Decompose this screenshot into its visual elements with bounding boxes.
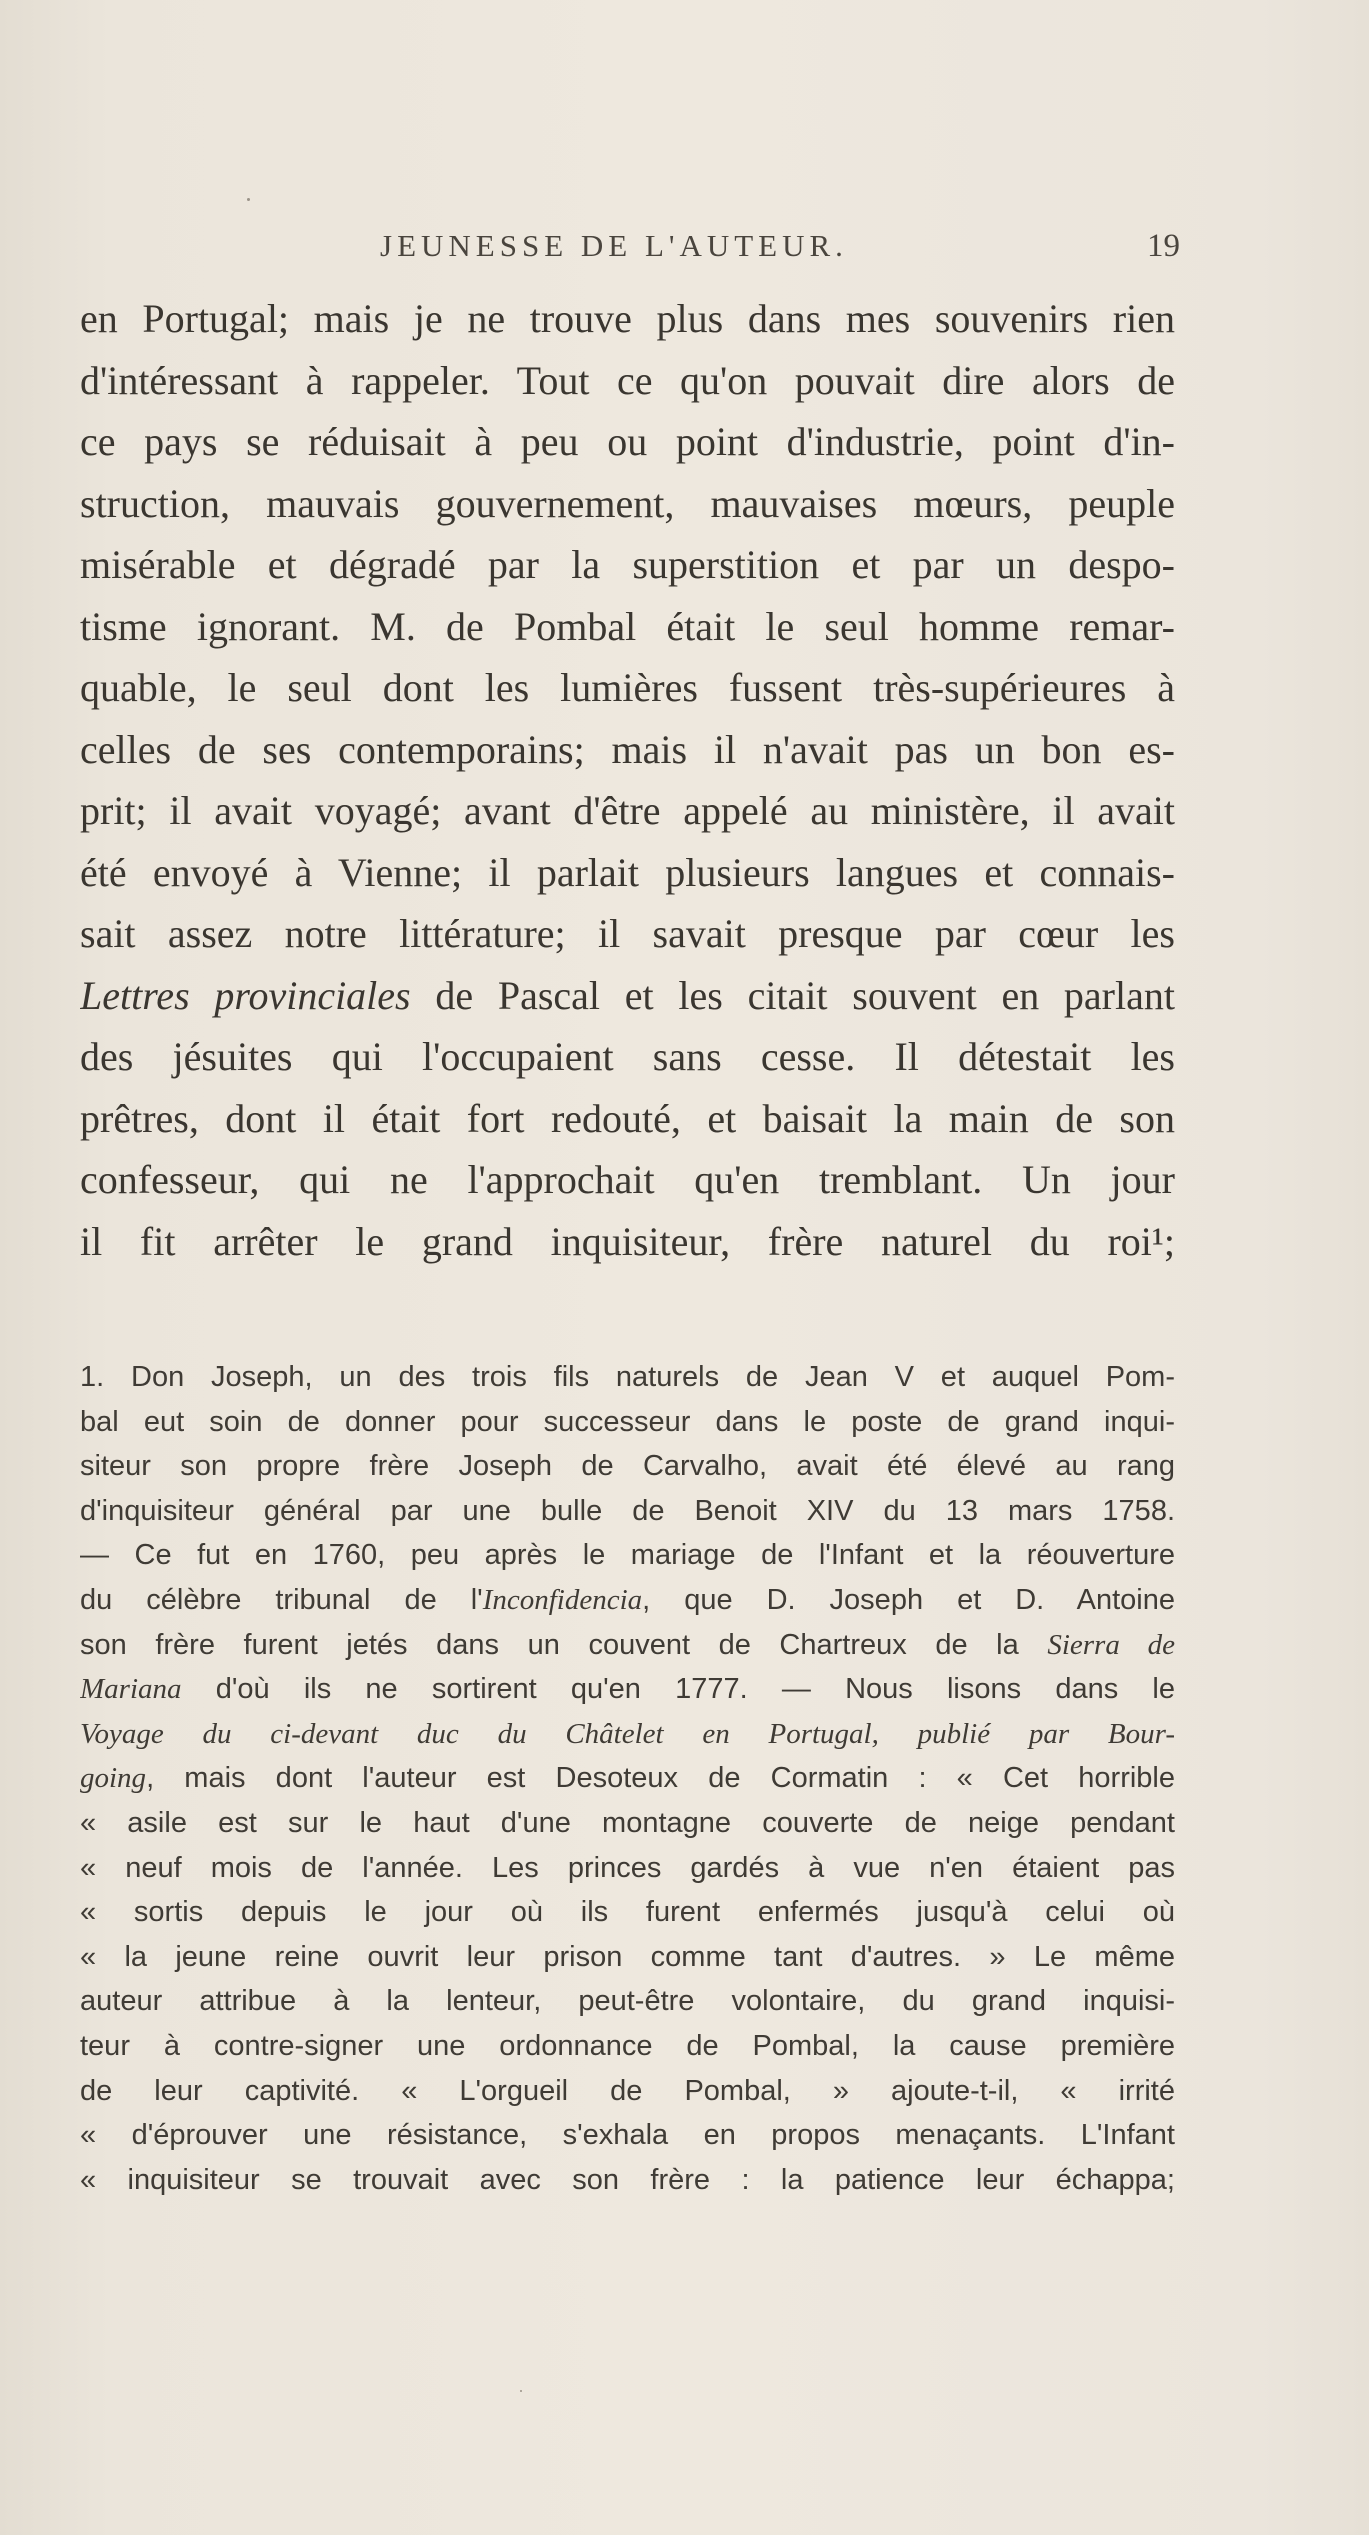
text-line: prit; il avait voyagé; avant d'être appelé au ministère, il avait	[80, 788, 1175, 833]
footnote-line: « neuf mois de l'année. Les princes gardés à vue n'en étaient pas	[80, 1851, 1175, 1884]
footnote-line: auteur attribue à la lenteur, peut-être volontaire, du grand inquisi-	[80, 1985, 1175, 2018]
footnote-line: bal eut soin de donner pour successeur dans le poste de grand inqui-	[80, 1405, 1175, 1438]
footnote-line: siteur son propre frère Joseph de Carvalho, avait été élevé au rang	[80, 1450, 1175, 1483]
page-header	[80, 228, 1180, 272]
text-line: ce pays se réduisait à peu ou point d'industrie, point d'in-	[80, 419, 1175, 464]
text-line: des jésuites qui l'occupaient sans cesse. Il détestait les	[80, 1034, 1175, 1079]
footnote-line-italic: Voyage du ci-devant duc du Châtelet en Portugal, publié par Bour-	[80, 1717, 1175, 1750]
footnote-block	[80, 1355, 1175, 2202]
text-line: sait assez notre littérature; il savait presque par cœur les	[80, 911, 1175, 956]
main-text	[80, 288, 1175, 1272]
italic-term: going	[80, 1762, 147, 1795]
page-number: 19	[1147, 228, 1180, 264]
text-line: en Portugal; mais je ne trouve plus dans mes souvenirs rien	[80, 296, 1175, 341]
footnote-line: de leur captivité. « L'orgueil de Pombal, » ajoute-t-il, « irrité	[80, 2074, 1175, 2107]
running-title: JEUNESSE DE L'AUTEUR.	[380, 228, 848, 263]
text-fragment: , mais dont l'auteur est Desoteux de Cormatin : « Cet horrible	[146, 1762, 1175, 1795]
text-line: quable, le seul dont les lumières fussent très-supérieures à	[80, 665, 1175, 710]
footnote-line: « sortis depuis le jour où ils furent enfermés jusqu'à celui où	[80, 1896, 1175, 1929]
text-line: prêtres, dont il était fort redouté, et baisait la main de son	[80, 1095, 1175, 1141]
footnote-line: teur à contre-signer une ordonnance de Pombal, la cause première	[80, 2029, 1175, 2062]
text-fragment: de Pascal et les citait souvent en parlant	[410, 972, 1175, 1018]
text-line: tisme ignorant. M. de Pombal était le seul homme remar-	[80, 603, 1175, 649]
italic-title: Lettres provinciales	[80, 972, 411, 1018]
footnote-line: 1. Don Joseph, un des trois fils naturels de Jean V et auquel Pom-	[80, 1361, 1175, 1393]
text-fragment: , que D. Joseph et D. Antoine	[642, 1583, 1175, 1616]
text-fragment: d'où ils ne sortirent qu'en 1777. — Nous lisons dans le	[181, 1673, 1175, 1706]
footnote-line: — Ce fut en 1760, peu après le mariage de l'Infant et la réouverture	[80, 1539, 1175, 1572]
footnote-line: « d'éprouver une résistance, s'exhala en propos menaçants. L'Infant	[80, 2119, 1175, 2152]
footnote-line-with-italic	[80, 1756, 1175, 1801]
text-line: celles de ses contemporains; mais il n'avait pas un bon es-	[80, 726, 1175, 772]
text-line: confesseur, qui ne l'approchait qu'en tremblant. Un jour	[80, 1157, 1175, 1202]
footnote-line-with-italic	[80, 1667, 1175, 1712]
footnote-line: « la jeune reine ouvrit leur prison comme tant d'autres. » Le même	[80, 1940, 1175, 1973]
italic-term: Inconfidencia	[482, 1583, 643, 1616]
footnote-line: « asile est sur le haut d'une montagne couverte de neige pendant	[80, 1806, 1175, 1839]
text-line: misérable et dégradé par la superstition et par un despo-	[80, 542, 1175, 587]
text-line-with-italic	[80, 965, 1175, 1027]
text-line: il fit arrêter le grand inquisiteur, frère naturel du roi¹;	[80, 1218, 1175, 1264]
text-line: struction, mauvais gouvernement, mauvaises mœurs, peuple	[80, 480, 1175, 526]
text-fragment: son frère furent jetés dans un couvent de Chartreux de la	[80, 1628, 1048, 1661]
italic-place: Mariana	[80, 1673, 182, 1706]
italic-place: Sierra de	[1047, 1628, 1175, 1661]
paper-speck	[247, 198, 250, 201]
text-fragment: du célèbre tribunal de l'	[80, 1583, 483, 1616]
text-line: d'intéressant à rappeler. Tout ce qu'on pouvait dire alors de	[80, 357, 1175, 403]
text-line: été envoyé à Vienne; il parlait plusieurs langues et connais-	[80, 849, 1175, 895]
footnote-line: d'inquisiteur général par une bulle de Benoit XIV du 13 mars 1758.	[80, 1494, 1175, 1527]
paper-speck	[520, 2390, 522, 2392]
footnote-line: « inquisiteur se trouvait avec son frère : la patience leur échappa;	[80, 2163, 1175, 2196]
footnote-line-with-italic	[80, 1578, 1175, 1623]
footnote-line-with-italic	[80, 1623, 1175, 1668]
